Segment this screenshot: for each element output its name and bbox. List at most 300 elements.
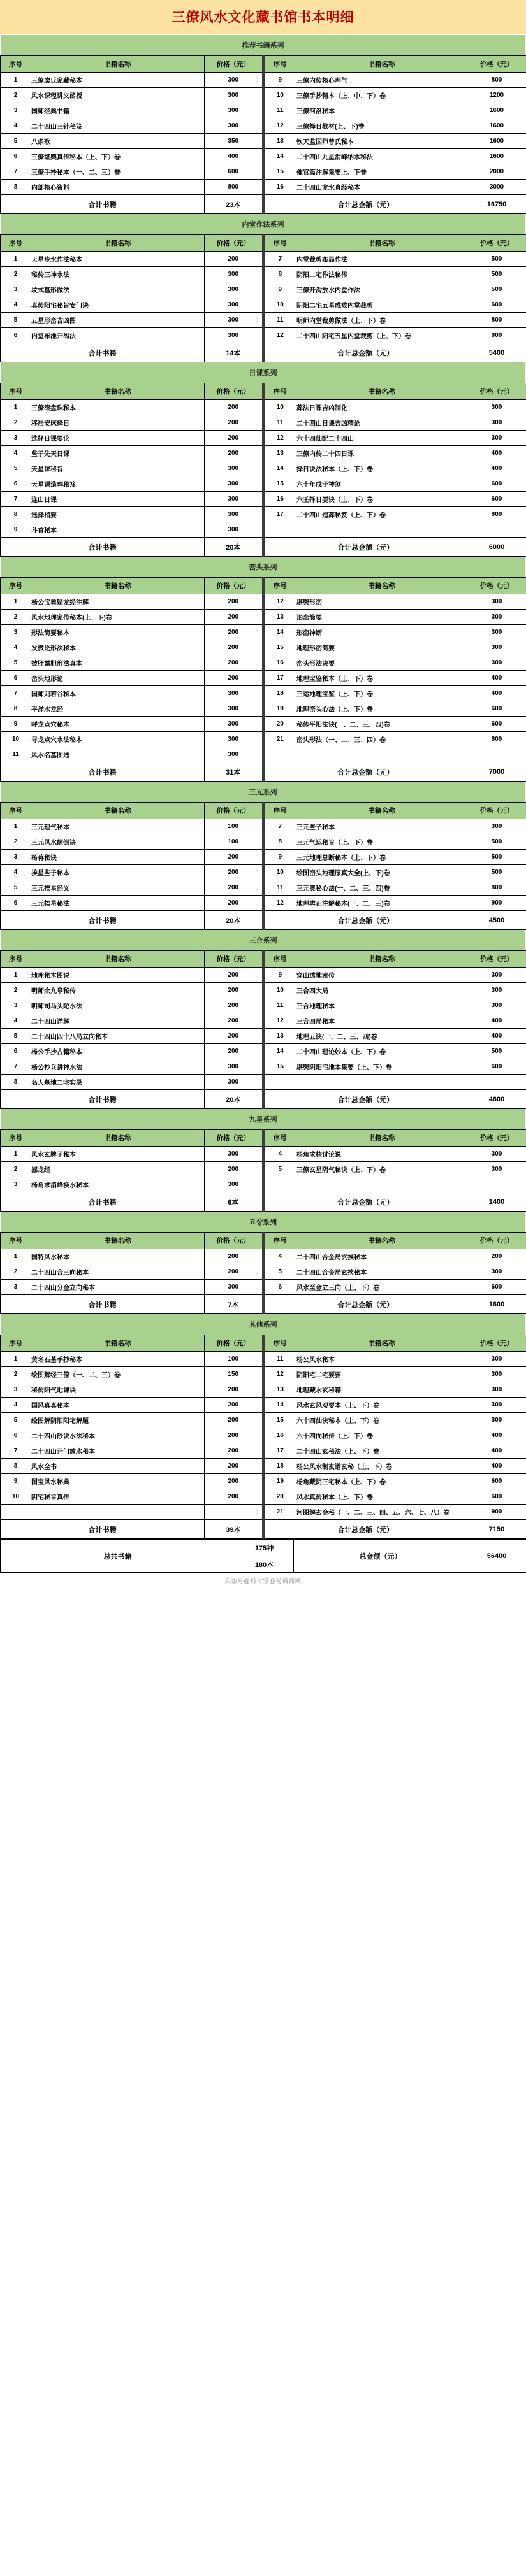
book-title-left: 风水玄牌子秘本 — [31, 1147, 205, 1162]
book-price-right: 1600 — [467, 118, 526, 134]
row-index-right: 11 — [263, 103, 296, 118]
total-amount-value: 1600 — [467, 1295, 526, 1314]
table-row — [1, 1013, 526, 1029]
table-row — [1, 717, 526, 732]
book-title-left: 发微论形法秘本 — [31, 640, 205, 655]
total-amount-label: 合计总金额（元） — [263, 1295, 467, 1314]
row-index-right: 4 — [263, 1249, 296, 1264]
book-title-right: 河图解玄金秘（一、二、三、四、五、六、七、八）卷 — [296, 1505, 467, 1520]
book-title-left: 三僚滚盘珠秘本 — [31, 400, 205, 415]
section-table — [0, 577, 526, 782]
section-table — [0, 55, 526, 214]
section-total-row — [1, 538, 526, 557]
row-index-left: 4 — [1, 297, 31, 313]
row-index-right: 18 — [263, 686, 296, 701]
row-index-right: 21 — [263, 732, 296, 747]
book-title-left: 杨蒋秘诀 — [31, 850, 205, 865]
book-price-right: 500 — [467, 850, 526, 865]
row-index-right: 12 — [263, 328, 296, 343]
table-row — [1, 655, 526, 671]
book-title-right: 风水真传秘本（上、下）卷 — [296, 1489, 467, 1505]
book-title-right: 明师内堂裁剪做法（上、下）卷 — [296, 313, 467, 328]
row-index-right: 14 — [263, 149, 296, 164]
book-title-right: 六十四仙诀秘本（上、下）卷 — [296, 1413, 467, 1428]
total-amount-label: 合计总金额（元） — [263, 195, 467, 214]
book-title-left: 国师刘若谷秘本 — [31, 686, 205, 701]
column-header-price: 价格（元） — [205, 803, 263, 819]
row-index-left: 2 — [1, 983, 31, 998]
total-books-label: 合计书籍 — [1, 911, 205, 930]
column-header-index: 序号 — [263, 1130, 296, 1147]
book-title-right: 内堂裁剪布局作法 — [296, 252, 467, 267]
section-title: 内堂作法系列 — [0, 214, 526, 234]
table-row — [1, 1162, 526, 1177]
grand-total-table — [0, 1539, 526, 1573]
section-table — [0, 1129, 526, 1212]
book-title-right: 三合四大局 — [296, 983, 467, 998]
book-title-right: 三僚玄星阴气秘诀（上、下）卷 — [296, 1162, 467, 1177]
row-index-left: 2 — [1, 1264, 31, 1280]
book-price-left: 200 — [205, 655, 263, 671]
book-title-right: 三僚手抄精本（上、中、下）卷 — [296, 88, 467, 103]
book-title-right: 杨角求核讨论说 — [296, 1147, 467, 1162]
book-title-right: 二十四山日课吉凶精论 — [296, 415, 467, 431]
book-price-right: 300 — [467, 610, 526, 625]
book-price-left: 300 — [205, 492, 263, 507]
total-amount-label: 合计总金额（元） — [263, 911, 467, 930]
total-books-value: 31本 — [205, 762, 263, 782]
row-index-right: 7 — [263, 252, 296, 267]
column-header-price: 价格（元） — [205, 383, 263, 400]
column-header-index: 序号 — [263, 56, 296, 73]
book-title-left: 二十四山开门放水秘本 — [31, 1443, 205, 1459]
book-price-left: 200 — [205, 1382, 263, 1398]
table-row — [1, 1075, 526, 1090]
row-index-right: 9 — [263, 282, 296, 297]
book-price-right: 300 — [467, 1382, 526, 1398]
book-title-right: 二十四山龙水真经秘本 — [296, 180, 467, 195]
table-row — [1, 103, 526, 118]
row-index-left: 4 — [1, 1398, 31, 1413]
total-books-label: 合计书籍 — [1, 762, 205, 782]
total-amount-label: 合计总金额（元） — [263, 762, 467, 782]
table-row — [1, 297, 526, 313]
row-index-right — [263, 747, 296, 762]
book-title-right: 二十四山合金局玄挨秘本 — [296, 1264, 467, 1280]
total-amount-value: 7000 — [467, 762, 526, 782]
book-price-left: 200 — [205, 252, 263, 267]
table-row — [1, 1505, 526, 1520]
book-price-left: 300 — [205, 1075, 263, 1090]
row-index-right: 10 — [263, 400, 296, 415]
book-price-right: 500 — [467, 834, 526, 850]
column-header-index: 序号 — [1, 235, 31, 252]
table-row — [1, 476, 526, 492]
book-price-right: 300 — [467, 415, 526, 431]
book-title-right: 三合四局秘本 — [296, 1013, 467, 1029]
book-price-left: 200 — [205, 865, 263, 880]
book-price-left: 300 — [205, 1147, 263, 1162]
table-row — [1, 400, 526, 415]
book-price-left: 400 — [205, 149, 263, 164]
section-total-row — [1, 1192, 526, 1212]
section-title: 三元系列 — [0, 782, 526, 802]
book-title-right: 三元奥秘心法(一、二、三、四)卷 — [296, 880, 467, 896]
row-index-right: 15 — [263, 640, 296, 655]
column-header-price: 价格（元） — [205, 951, 263, 968]
table-row — [1, 1280, 526, 1295]
row-index-left: 2 — [1, 1162, 31, 1177]
catalog-section — [0, 1109, 526, 1212]
book-price-right: 300 — [467, 1398, 526, 1413]
total-books-label: 合计书籍 — [1, 343, 205, 362]
book-price-left: 200 — [205, 1264, 263, 1280]
total-books-label: 合计书籍 — [1, 538, 205, 557]
book-price-left: 200 — [205, 1428, 263, 1443]
column-header-name: 书籍名称 — [296, 383, 467, 400]
row-index-right: 14 — [263, 1044, 296, 1059]
book-title-left: 斗首秘本 — [31, 522, 205, 538]
row-index-right: 21 — [263, 1505, 296, 1520]
table-row — [1, 267, 526, 282]
book-title-right: 风水至金立三向（上、下）卷 — [296, 1280, 467, 1295]
book-title-left: 撼龙经 — [31, 1162, 205, 1177]
column-header-name: 书籍名称 — [31, 56, 205, 73]
row-index-right: 12 — [263, 896, 296, 911]
book-title-left: 选择指要 — [31, 507, 205, 522]
total-books-label: 合计书籍 — [1, 1192, 205, 1212]
row-index-right: 14 — [263, 625, 296, 640]
book-title-left: 二十四山四十八局立向秘本 — [31, 1029, 205, 1044]
column-header-price: 价格（元） — [205, 1335, 263, 1352]
table-row — [1, 282, 526, 297]
row-index-right: 11 — [263, 998, 296, 1013]
column-header-index: 序号 — [1, 803, 31, 819]
book-title-right: 二十四山九星消峰纳水秘法 — [296, 149, 467, 164]
book-price-left: 600 — [205, 164, 263, 180]
section-title: 묘상系列 — [0, 1212, 526, 1232]
column-header-name: 书籍名称 — [31, 1335, 205, 1352]
book-title-right: 杨公风水制玄谱玄秘（上、下）卷 — [296, 1459, 467, 1474]
book-price-right: 400 — [467, 461, 526, 476]
book-title-right: 三合地理秘本 — [296, 998, 467, 1013]
table-row — [1, 747, 526, 762]
table-row — [1, 625, 526, 640]
table-row — [1, 507, 526, 522]
book-price-right: 400 — [467, 1029, 526, 1044]
row-index-left: 8 — [1, 507, 31, 522]
book-title-right: 地理辨正注解秘本(一、二、三)卷 — [296, 896, 467, 911]
book-title-right: 地理宝鉴秘本（上、下）卷 — [296, 671, 467, 686]
book-price-right: 300 — [467, 640, 526, 655]
row-index-right: 4 — [263, 1147, 296, 1162]
column-header-name: 书籍名称 — [296, 1233, 467, 1249]
table-row — [1, 328, 526, 343]
row-index-right: 12 — [263, 1367, 296, 1382]
column-header-price: 价格（元） — [467, 951, 526, 968]
book-title-right: 地理形峦简要 — [296, 640, 467, 655]
row-index-left: 9 — [1, 1474, 31, 1489]
book-title-right: 阴阳二宅五星成败内堂裁剪 — [296, 297, 467, 313]
table-header-row — [1, 803, 526, 819]
book-price-left: 100 — [205, 1352, 263, 1367]
column-header-name: 书籍名称 — [296, 1130, 467, 1147]
row-index-left: 4 — [1, 446, 31, 461]
book-price-left: 350 — [205, 134, 263, 149]
book-title-right — [296, 1075, 467, 1090]
row-index-right: 19 — [263, 701, 296, 717]
book-title-right: 地理峦头心法（上、下）卷 — [296, 701, 467, 717]
book-price-left: 300 — [205, 461, 263, 476]
catalog-section — [0, 1212, 526, 1314]
row-index-left: 6 — [1, 1428, 31, 1443]
grand-total-count-b: 180本 — [235, 1556, 294, 1573]
row-index-left: 5 — [1, 880, 31, 896]
row-index-right: 5 — [263, 1264, 296, 1280]
book-title-left: 秘传三神水法 — [31, 267, 205, 282]
table-row — [1, 1382, 526, 1398]
book-price-right — [467, 1177, 526, 1192]
book-title-right: 三僚内传核心理气 — [296, 73, 467, 88]
book-title-left: 明师余九皋秘传 — [31, 983, 205, 998]
book-title-right: 形峦简要 — [296, 610, 467, 625]
table-row — [1, 1367, 526, 1382]
row-index-right: 15 — [263, 164, 296, 180]
book-title-right: 阴阳宅二宅要要 — [296, 1367, 467, 1382]
row-index-left: 3 — [1, 431, 31, 446]
table-row — [1, 118, 526, 134]
book-price-left: 300 — [205, 297, 263, 313]
row-index-right: 14 — [263, 1398, 296, 1413]
table-header-row — [1, 235, 526, 252]
book-price-right: 400 — [467, 1428, 526, 1443]
book-title-left: 二十四山分金立向秘本 — [31, 1280, 205, 1295]
column-header-price: 价格（元） — [467, 1335, 526, 1352]
section-table — [0, 1335, 526, 1539]
table-row — [1, 1459, 526, 1474]
book-title-right: 绘图峦头地理原真大全(上、下)卷 — [296, 865, 467, 880]
row-index-right: 10 — [263, 88, 296, 103]
total-books-value: 20本 — [205, 1090, 263, 1109]
book-title-right: 二十四山理论妙本（上、下）卷 — [296, 1044, 467, 1059]
table-row — [1, 896, 526, 911]
book-price-right: 1600 — [467, 134, 526, 149]
section-table — [0, 1232, 526, 1314]
book-title-left: 三僚堪舆真传秘本（上、下）卷 — [31, 149, 205, 164]
column-header-index: 序号 — [1, 383, 31, 400]
book-price-right — [467, 1075, 526, 1090]
row-index-right: 16 — [263, 1428, 296, 1443]
book-title-left: 三僚廖氏家藏秘本 — [31, 73, 205, 88]
table-header-row — [1, 578, 526, 594]
row-index-right: 13 — [263, 446, 296, 461]
row-index-left: 1 — [1, 400, 31, 415]
book-title-left: 二十四山三针秘笈 — [31, 118, 205, 134]
column-header-name: 书籍名称 — [296, 56, 467, 73]
table-row — [1, 149, 526, 164]
book-title-left: 国特风水秘本 — [31, 1249, 205, 1264]
book-price-right: 2000 — [467, 164, 526, 180]
row-index-left: 1 — [1, 819, 31, 834]
column-header-name: 书籍名称 — [296, 803, 467, 819]
total-amount-value: 6000 — [467, 538, 526, 557]
total-books-value: 7本 — [205, 1295, 263, 1314]
book-title-right: 催官篇注解集要上、下卷 — [296, 164, 467, 180]
book-price-left: 300 — [205, 747, 263, 762]
column-header-name: 书籍名称 — [296, 1335, 467, 1352]
book-price-left: 300 — [205, 1177, 263, 1192]
row-index-left: 6 — [1, 328, 31, 343]
book-price-left: 200 — [205, 896, 263, 911]
table-row — [1, 1044, 526, 1059]
book-title-left: 三元理气秘本 — [31, 819, 205, 834]
book-price-right: 300 — [467, 625, 526, 640]
table-row — [1, 180, 526, 195]
total-books-value: 20本 — [205, 538, 263, 557]
row-index-left: 5 — [1, 134, 31, 149]
column-header-name: 书籍名称 — [31, 803, 205, 819]
table-row — [1, 865, 526, 880]
total-amount-label: 合计总金额（元） — [263, 343, 467, 362]
book-price-left: 300 — [205, 476, 263, 492]
book-title-left: 风水课程讲义函授 — [31, 88, 205, 103]
book-price-left: 300 — [205, 118, 263, 134]
book-title-left: 三元挨星秘法 — [31, 896, 205, 911]
book-title-right: 二十四山玄秘法（上、下）卷 — [296, 1443, 467, 1459]
book-price-left: 200 — [205, 1249, 263, 1264]
total-amount-value: 4600 — [467, 1090, 526, 1109]
book-price-right: 300 — [467, 1367, 526, 1382]
row-index-right: 13 — [263, 610, 296, 625]
book-title-right: 择日诀法秘本（上、下）卷 — [296, 461, 467, 476]
row-index-left: 7 — [1, 686, 31, 701]
book-title-right: 三元些子秘本 — [296, 819, 467, 834]
column-header-index: 序号 — [263, 1233, 296, 1249]
column-header-price: 价格（元） — [205, 1233, 263, 1249]
row-index-left: 6 — [1, 896, 31, 911]
catalog-section — [0, 782, 526, 930]
book-price-left: 200 — [205, 610, 263, 625]
book-title-left: 挨星些子秘本 — [31, 865, 205, 880]
book-price-left: 150 — [205, 1367, 263, 1382]
column-header-name: 书籍名称 — [296, 578, 467, 594]
table-row — [1, 834, 526, 850]
book-title-left: 明师司马头陀水法 — [31, 998, 205, 1013]
column-header-price: 价格（元） — [467, 235, 526, 252]
row-index-right: 10 — [263, 865, 296, 880]
table-row — [1, 686, 526, 701]
section-total-row — [1, 195, 526, 214]
book-title-right: 杨角藏阴三宅秘本（上、下）卷 — [296, 1474, 467, 1489]
book-title-right: 地理五诀(一、二、三、四)卷 — [296, 1029, 467, 1044]
section-table — [0, 802, 526, 930]
row-index-left: 8 — [1, 1075, 31, 1090]
book-price-left: 300 — [205, 73, 263, 88]
total-amount-value: 5400 — [467, 343, 526, 362]
row-index-left: 1 — [1, 1249, 31, 1264]
row-index-left: 3 — [1, 1382, 31, 1398]
book-price-right: 1600 — [467, 103, 526, 118]
total-amount-value: 1400 — [467, 1192, 526, 1212]
row-index-left: 2 — [1, 415, 31, 431]
row-index-left — [1, 1505, 31, 1520]
book-price-left: 300 — [205, 88, 263, 103]
book-price-left: 200 — [205, 1489, 263, 1505]
row-index-left: 7 — [1, 1443, 31, 1459]
grand-total-amount-label: 总金额（元） — [294, 1540, 467, 1573]
total-books-value: 23本 — [205, 195, 263, 214]
row-index-right: 15 — [263, 1059, 296, 1075]
section-total-row — [1, 911, 526, 930]
book-title-right — [296, 522, 467, 538]
book-price-right: 900 — [467, 1505, 526, 1520]
section-total-row — [1, 1520, 526, 1539]
book-title-left: 风水地理家传秘本(上、下)卷 — [31, 610, 205, 625]
section-total-row — [1, 1090, 526, 1109]
table-row — [1, 594, 526, 610]
row-index-right: 8 — [263, 834, 296, 850]
book-title-left: 连山日课 — [31, 492, 205, 507]
book-price-right: 600 — [467, 492, 526, 507]
book-title-left: 风水名墓图选 — [31, 747, 205, 762]
row-index-right: 17 — [263, 671, 296, 686]
column-header-index: 序号 — [263, 235, 296, 252]
book-price-left: 800 — [205, 180, 263, 195]
book-price-left: 300 — [205, 732, 263, 747]
book-title-left: 真传阳宅秘旨安门诀 — [31, 297, 205, 313]
book-price-right: 200 — [467, 1249, 526, 1264]
book-title-left — [31, 1505, 205, 1520]
book-price-left: 200 — [205, 983, 263, 998]
book-price-right: 800 — [467, 880, 526, 896]
column-header-index: 序号 — [263, 383, 296, 400]
section-title: 推荐书籍系列 — [0, 35, 526, 55]
column-header-index: 序号 — [1, 56, 31, 73]
page-title-banner — [0, 0, 526, 35]
book-price-left: 300 — [205, 328, 263, 343]
book-title-right: 三僚河洛秘本 — [296, 103, 467, 118]
book-price-right: 300 — [467, 400, 526, 415]
book-price-left: 100 — [205, 819, 263, 834]
table-row — [1, 701, 526, 717]
book-title-right: 三僚择日教材(上、下)卷 — [296, 118, 467, 134]
total-amount-label: 合计总金额（元） — [263, 1090, 467, 1109]
book-price-left: 200 — [205, 415, 263, 431]
section-table — [0, 383, 526, 557]
row-index-left: 8 — [1, 701, 31, 717]
row-index-left: 7 — [1, 492, 31, 507]
book-title-left: 天星课造葬秘笈 — [31, 476, 205, 492]
row-index-right: 12 — [263, 1013, 296, 1029]
book-title-left: 黄名石墓手抄秘本 — [31, 1352, 205, 1367]
row-index-left: 1 — [1, 968, 31, 983]
book-price-right: 400 — [467, 671, 526, 686]
row-index-right: 17 — [263, 507, 296, 522]
section-title: 日课系列 — [0, 362, 526, 383]
book-price-right: 400 — [467, 446, 526, 461]
total-amount-value: 16750 — [467, 195, 526, 214]
table-header-row — [1, 56, 526, 73]
row-index-right: 11 — [263, 1352, 296, 1367]
table-row — [1, 431, 526, 446]
row-index-left: 8 — [1, 1459, 31, 1474]
row-index-left: 1 — [1, 1352, 31, 1367]
book-title-left: 绘图解阴阳阳宅解题 — [31, 1413, 205, 1428]
book-title-left: 国师经典书籍 — [31, 103, 205, 118]
row-index-left: 5 — [1, 1029, 31, 1044]
table-row — [1, 998, 526, 1013]
book-title-right: 葬法日课吉凶制化 — [296, 400, 467, 415]
